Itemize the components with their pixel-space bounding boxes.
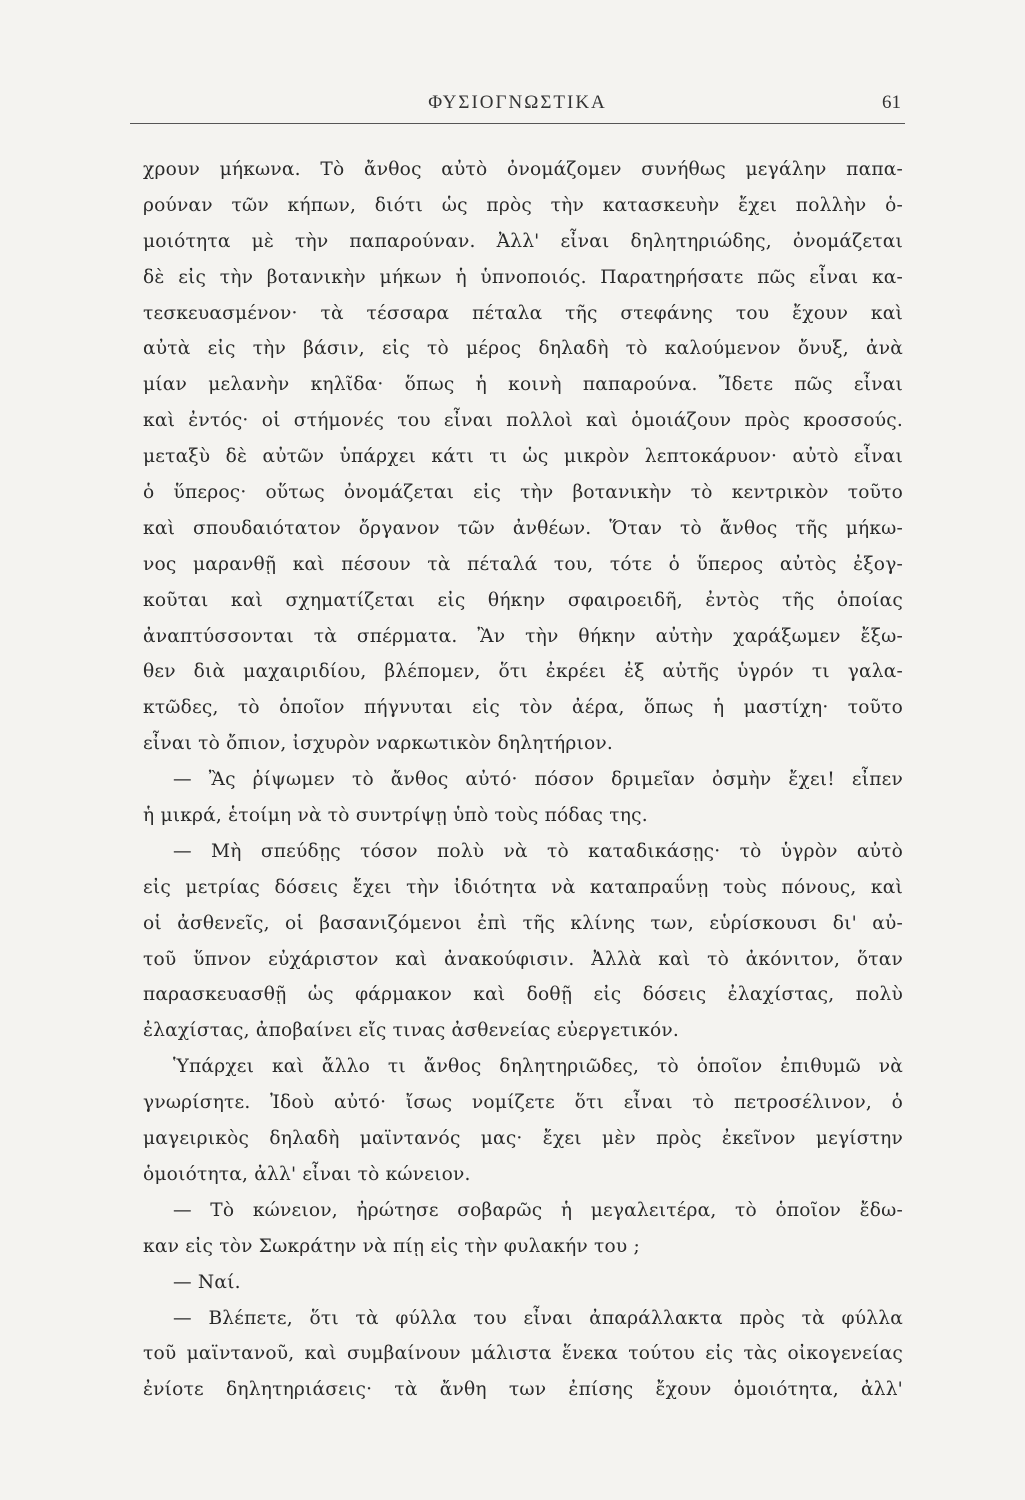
- text-line: καὶ σπουδαιότατον ὄργανον τῶν ἀνθέων. Ὅταν τὸ ἄνθος τῆς μήκω-: [143, 517, 903, 539]
- text-line: ἀναπτύσσονται τὰ σπέρματα. Ἂν τὴν θήκην αὐτὴν χαράξωμεν ἔξω-: [143, 625, 903, 647]
- text-line: μαγειρικὸς δηλαδὴ μαϊντανός μας· ἔχει μὲν πρὸς ἐκεῖνον μεγίστην: [143, 1128, 903, 1150]
- text-line: — Τὸ κώνειον, ἠρώτησε σοβαρῶς ἡ μεγαλειτέρα, τὸ ὁποῖον ἔδω-: [173, 1199, 903, 1221]
- text-line: κοῦται καὶ σχηματίζεται εἰς θήκην σφαιροειδῆ, ἐντὸς τῆς ὁποίας: [143, 589, 903, 611]
- text-line: — Μὴ σπεύδῃς τόσον πολὺ νὰ τὸ καταδικάσῃς· τὸ ὑγρὸν αὐτὸ: [173, 840, 903, 862]
- text-line: τοῦ ὕπνον εὐχάριστον καὶ ἀνακούφισιν. Ἀλλὰ καὶ τὸ ἀκόνιτον, ὅταν: [143, 948, 903, 970]
- text-line: μεταξὺ δὲ αὐτῶν ὑπάρχει κάτι τι ὡς μικρὸν λεπτοκάρυον· αὐτὸ εἶναι: [143, 446, 903, 468]
- text-line: τοῦ μαϊντανοῦ, καὶ συμβαίνουν μάλιστα ἕνεκα τούτου εἰς τὰς οἰκογενείας: [143, 1343, 903, 1365]
- text-line: ἐλαχίστας, ἀποβαίνει εἴς τινας ἀσθενείας εὐεργετικόν.: [143, 1020, 679, 1042]
- text-line: ἡ μικρά, ἑτοίμη νὰ τὸ συντρίψῃ ὑπὸ τοὺς πόδας της.: [143, 805, 648, 827]
- text-line: καὶ ἐντός· οἱ στήμονές του εἶναι πολλοὶ καὶ ὁμοιάζουν πρὸς κροσσούς.: [143, 410, 903, 432]
- text-line: — Ναί.: [173, 1271, 241, 1293]
- text-line: μίαν μελανὴν κηλῖδα· ὅπως ἡ κοινὴ παπαρούνα. Ἴδετε πῶς εἶναι: [143, 374, 903, 396]
- text-line: ὁμοιότητα, ἀλλ' εἶναι τὸ κώνειον.: [143, 1163, 471, 1185]
- page-number: 61: [882, 92, 901, 113]
- text-line: εἶναι τὸ ὄπιον, ἰσχυρὸν ναρκωτικὸν δηλητήριον.: [143, 733, 613, 755]
- text-line: παρασκευασθῇ ὡς φάρμακον καὶ δοθῇ εἰς δόσεις ἐλαχίστας, πολὺ: [143, 984, 903, 1006]
- text-line: θεν διὰ μαχαιριδίου, βλέπομεν, ὅτι ἐκρέει ἐξ αὐτῆς ὑγρόν τι γαλα-: [143, 661, 903, 683]
- text-line: ὁ ὕπερος· οὕτως ὀνομάζεται εἰς τὴν βοτανικὴν τὸ κεντρικὸν τοῦτο: [143, 482, 903, 504]
- body-text: [143, 152, 903, 1408]
- text-line: κτῶδες, τὸ ὁποῖον πήγνυται εἰς τὸν ἀέρα, ὅπως ἡ μαστίχη· τοῦτο: [143, 697, 903, 719]
- running-title: ΦΥΣΙΟΓΝΩΣΤΙΚΑ: [428, 92, 607, 113]
- text-line: — Βλέπετε, ὅτι τὰ φύλλα του εἶναι ἀπαράλλακτα πρὸς τὰ φύλλα: [173, 1307, 903, 1329]
- running-header: [130, 92, 905, 126]
- text-line: οἱ ἀσθενεῖς, οἱ βασανιζόμενοι ἐπὶ τῆς κλίνης των, εὑρίσκουσι δι' αὐ-: [143, 912, 903, 934]
- text-line: νος μαρανθῇ καὶ πέσουν τὰ πέταλά του, τότε ὁ ὕπερος αὐτὸς ἐξογ-: [143, 553, 903, 575]
- text-line: καν εἰς τὸν Σωκράτην νὰ πίῃ εἰς τὴν φυλακήν του ;: [143, 1235, 641, 1257]
- text-line: δὲ εἰς τὴν βοτανικὴν μήκων ἡ ὑπνοποιός. Παρατηρήσατε πῶς εἶναι κα-: [143, 266, 903, 288]
- text-line: Ὑπάρχει καὶ ἄλλο τι ἄνθος δηλητηριῶδες, τὸ ὁποῖον ἐπιθυμῶ νὰ: [173, 1056, 903, 1078]
- text-line: εἰς μετρίας δόσεις ἔχει τὴν ἰδιότητα νὰ καταπραΰνῃ τοὺς πόνους, καὶ: [143, 876, 903, 898]
- text-line: χρουν μήκωνα. Τὸ ἄνθος αὐτὸ ὀνομάζομεν συνήθως μεγάλην παπα-: [143, 159, 903, 180]
- text-line: ἐνίοτε δηλητηριάσεις· τὰ ἄνθη των ἐπίσης ἔχουν ὁμοιότητα, ἀλλ': [143, 1379, 903, 1401]
- header-rule: [130, 123, 905, 124]
- text-line: γνωρίσητε. Ἰδοὺ αὐτό· ἴσως νομίζετε ὅτι εἶναι τὸ πετροσέλινον, ὁ: [143, 1092, 903, 1114]
- text-line: αὐτὰ εἰς τὴν βάσιν, εἰς τὸ μέρος δηλαδὴ τὸ καλούμενον ὄνυξ, ἀνὰ: [143, 338, 903, 360]
- text-line: — Ἂς ῥίψωμεν τὸ ἄνθος αὐτό· πόσον δριμεῖαν ὀσμὴν ἔχει! εἶπεν: [173, 769, 903, 791]
- text-line: τεσκευασμένον· τὰ τέσσαρα πέταλα τῆς στεφάνης του ἔχουν καὶ: [143, 302, 903, 324]
- text-line: μοιότητα μὲ τὴν παπαρούναν. Ἀλλ' εἶναι δηλητηριώδης, ὀνομάζεται: [143, 230, 903, 252]
- text-line: ρούναν τῶν κήπων, διότι ὡς πρὸς τὴν κατασκευὴν ἔχει πολλὴν ὁ-: [143, 194, 903, 216]
